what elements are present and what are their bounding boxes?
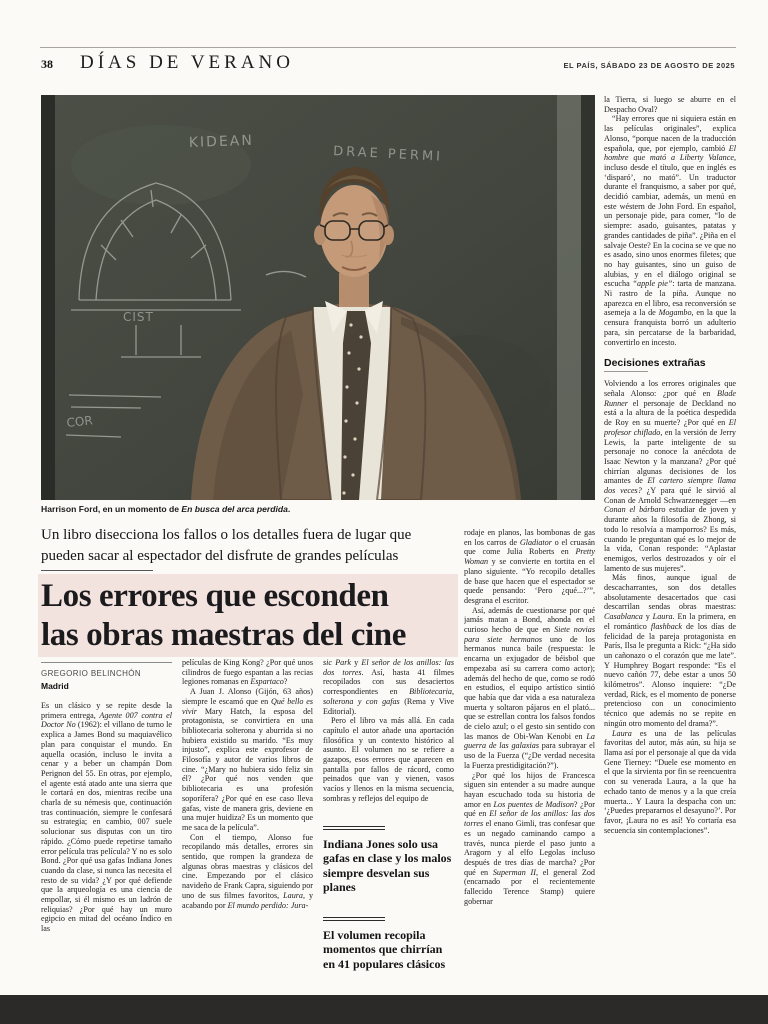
- body-paragraph: Más finos, aunque igual de descacharrantes, son dos detalles absolutamente desacertados que casi descarrilan sendas obras maestras: Casablanca y Laura. En la primera, en el romántico flashback de los días de felicidad de la pareja protagonista en París, Ilsa le pregunta a Rick: “¿Ha sido un cañonazo o el corazón que me late”. Y Humphrey Bogart responde: “Es el nuevo cañón 77, debe estar a unos 50 kilómetros”. Alonso inquiere: “¿De verdad, Rick, es el momento de ponerse pretencioso con un conocimiento técnico que además no se repite en ningún otro momento del drama?”.: [604, 573, 736, 728]
- pull-quote-rules: [323, 917, 385, 921]
- body-paragraph: Así, además de cuestionarse por qué jamás matan a Bond, ahonda en el curioso hecho de que en Siete novias para siete hermanos uno de los hermanos nunca baile (respuesta: le encarna un exjugador de béisbol que empezaba así su carrera como actor); además del hecho de que, como se rodó en estudios, el equipo artístico sintió que había que dar vida a esa naturaleza muerta y soltaron pájaros en el plató... que se estrellan contra los falsos fondos de cielo azul; o el gesto sin sentido con las manos de Obi-Wan Kenobi en La guerra de las galaxias para subrayar el uso de la Fuerza (“¿De verdad necesita la Fuerza prestidigitación?”).: [464, 605, 595, 770]
- article-column-5: [604, 95, 736, 961]
- svg-text:KIDEAN: KIDEAN: [188, 132, 255, 151]
- article-photo: [41, 95, 595, 500]
- body-paragraph: películas de King Kong? ¿Por qué unos cilindros de fuego espantan a las recias legiones romanas en Espartaco?: [182, 658, 313, 687]
- body-paragraph: rodaje en planos, las bombonas de gas en los carros de Gladiator o el cruasán que come Julia Roberts en Pretty Woman y se convierte en tortita en el plano siguiente. “Yo recopilo detalles de base que hacen que el espectador se quede pensando: ‘Pero ¿qué...?’”, desgrana el escritor.: [464, 528, 595, 605]
- page-number: 38: [41, 57, 53, 71]
- pull-quote-text: El volumen recopila momentos que chirrían en 41 populares clásicos: [323, 927, 446, 971]
- doorframe-strip: [557, 95, 583, 500]
- body-paragraph: la Tierra, si luego se aburre en el Despacho Oval?: [604, 95, 736, 114]
- article-column-2: [182, 658, 313, 993]
- next-section-photo-strip: [0, 995, 768, 1024]
- svg-text:DRAE PERMI: DRAE PERMI: [332, 144, 444, 165]
- article-column-3: [323, 658, 454, 993]
- body-paragraph: Es un clásico y se repite desde la primera entrega, Agente 007 contra el Doctor No (1962): el villano de turno le explica a James Bond su maquiavélico plan para conquistar el mundo. En aquella ocasión, incluso le invita a cenar y a beber un champán Dom Perignon del 55. En otras, por ejemplo, el agente está atado ante una sierra que le cortará en dos, mientras recibe una charla de su némesis que, continuación tras continuación, siempre le confesará su estrategia; en cambio, 007 suele solucionar sus disputas con un tiro rápido. ¿Cómo puede repetirse tamaño error película tras película? Y no es solo Bond. ¿Por qué usa gafas Indiana Jones cuando da clase, si nunca las necesita el resto de su vida? ¿Y por qué defiende que la arqueología es una ciencia de empollar, si él mismo es un ladrón de reliquias? ¿Por qué hay un muro egipcio en mitad del océano Índico en las: [41, 701, 172, 934]
- pull-quote: [323, 917, 454, 972]
- neck: [339, 273, 369, 307]
- harrison-ford-classroom-illustration: [41, 95, 595, 500]
- headline-line: Los errores que esconden: [41, 578, 389, 614]
- article-column-1: [41, 701, 172, 993]
- byline-location: Madrid: [41, 681, 69, 691]
- standfirst: Un libro disecciona los fallos o los detalles fuera de lugar que pueden sacar al espectador del disfrute de grandes películas: [41, 527, 412, 564]
- photo-caption: Harrison Ford, en un momento de En busca del arca perdida.: [41, 504, 291, 514]
- crosshead-rule: [604, 371, 648, 372]
- body-paragraph: Pero el libro va más allá. En cada capítulo el autor añade una aportación filosófica y un contexto histórico al asunto. El volumen no se refiere a gazapos, esos errores que aparecen en pantalla por fallos de rácord, como peinados que van y vienen, vasos vacíos y llenos en la misma secuencia, sombras y reflejos del equipo de: [323, 716, 454, 803]
- byline-author: GREGORIO BELINCHÓN: [41, 669, 142, 678]
- photo-left-frame: [41, 95, 55, 500]
- body-paragraph: Con el tiempo, Alonso fue recopilando más detalles, errores sin sentido, que rompen la grandeza de algunas obras maestras y clásicos del cine. Empezando por el clásico navideño de Frank Capra, siguiendo por uno de sus filmes favoritos, Laura, y acabando por El mundo perdido: Jura-: [182, 832, 313, 910]
- headline-line: las obras maestras del cine: [41, 617, 406, 653]
- body-paragraph: Volviendo a los errores originales que señala Alonso: ¿por qué en Blade Runner el personaje de Deckland no está a la altura de la poética despedida de Roy en su muerte? ¿Por qué en El profesor chiflado, en la versión de Jerry Lewis, la parte inteligente de su personaje no conoce la anécdota de Isaac Newton y la manzana? ¿Por qué chirrían algunas decisiones de los amantes de El cartero siempre llama dos veces? ¿Y para qué le sirvió al Conan de Arnold Schwarzenegger —en Conan el bárbaro estudiar de joven y durante años la filosofía de Zhong, si todo lo resolvía a mamporros? Es más, cuando le preguntan qué es lo mejor de la vida, Conan responde: “Aplastar enemigos, verlos destrozados y oír el lamento de sus mujeres”.: [604, 379, 736, 573]
- pull-quote-text: Indiana Jones solo usa gafas en clase y los malos siempre desvelan sus planes: [323, 836, 452, 895]
- headline: [41, 577, 458, 655]
- body-paragraph: A Juan J. Alonso (Gijón, 63 años) siempre le escamó que en Qué bello es vivir Mary Hatch, la esposa del protagonista, se convirtiera en una bibliotecaria solterona y aburrida si no hubiera existido su marido. “Es muy injusto”, explica este exprofesor de Filosofía y autor de varios libros de cine. “¿Mary no hubiera sido feliz sin él? ¿Por qué nos venden que bibliotecaria es una profesión soporífera? ¿Por qué en ese caso lleva gafas, viste de manera gris, deviene en una mujer huidiza? Es un momento que me saca de la película”.: [182, 687, 313, 832]
- body-paragraph: sic Park y El señor de los anillos: las dos torres. Así, hasta 41 filmes recopilados con sus desaciertos correspondientes en Bibliotecaria, solterona y con gafas (Rema y Vive Editorial).: [323, 658, 454, 716]
- header-rule: [40, 47, 736, 48]
- svg-text:CIST: CIST: [123, 310, 154, 324]
- body-paragraph: ¿Por qué los hijos de Francesca siguen sin entender a su madre aunque hayan escuchado toda su historia de amor en Los puentes de Madison? ¿Por qué en El señor de los anillos: las dos torres el enano Gimli, tras confesar que es un negado caminando campo a través, nunca pierde el paso junto a Aragorn y al elfo Legolas incluso después de tres días de marcha? ¿Por qué en Superman II, el general Zod (encarnado por el recientemente fallecido Terence Stamp) quiere gobernar: [464, 770, 595, 906]
- body-paragraph: “Hay errores que ni siquiera están en las películas originales”, explica Alonso, “porque nacen de la traducción española, que, por ejemplo, cambió El hombre que mató a Liberty Valance, incluso desde el título, que en inglés es ‘disparó’, no mató”. Un traductor durante el franquismo, a saber por qué, decidió cambiar, además, un menú en este wéstern de John Ford. En español, un personaje pide, para comer, “lo de siempre: asado, guisantes, patatas y grandes cantidades de piña”. ¿Piña en el salvaje Oeste? En la cocina se ve que no es asado, sino unos enormes filetes; que no hay guisantes, sino un guiso de alubias, y en el diálogo original se escucha “apple pie”: tarta de manzana. Ni rastro de la piña. Aunque no aparezca en el libro, esa reconversión se asemeja a la de Mogambo, en la que la censura franquista borró un adulterio para, sin percatarse de la barbaridad, convertirlo en incesto.: [604, 114, 736, 347]
- pull-quote-rules: [323, 826, 385, 830]
- byline-rule: [41, 662, 172, 663]
- photo-right-frame: [581, 95, 595, 500]
- headline-rule: [41, 570, 153, 571]
- crosshead: Decisiones extrañas: [604, 357, 706, 370]
- svg-text:COR: COR: [65, 413, 94, 430]
- section-title: DÍAS DE VERANO: [80, 52, 294, 73]
- body-paragraph: Laura es una de las películas favoritas del autor, más aún, su hija se llama así por el personaje al que da vida Gene Tierney: “Duele ese momento en el que la sirvienta por fin se reencuentra con su venerada Laura, a la que ha echado tanto de menos y a la que creía muerta... Y Laura la despacha con un: ‘¿Puedes prepararnos el desayuno?’. Por favor, ¡Laura no es así! Yo cortaría esa secuencia sin contemplaciones”.: [604, 728, 736, 835]
- pull-quote: [323, 826, 454, 895]
- masthead-dateline: EL PAÍS, SÁBADO 23 DE AGOSTO DE 2025: [563, 61, 735, 70]
- article-column-4: [464, 528, 595, 993]
